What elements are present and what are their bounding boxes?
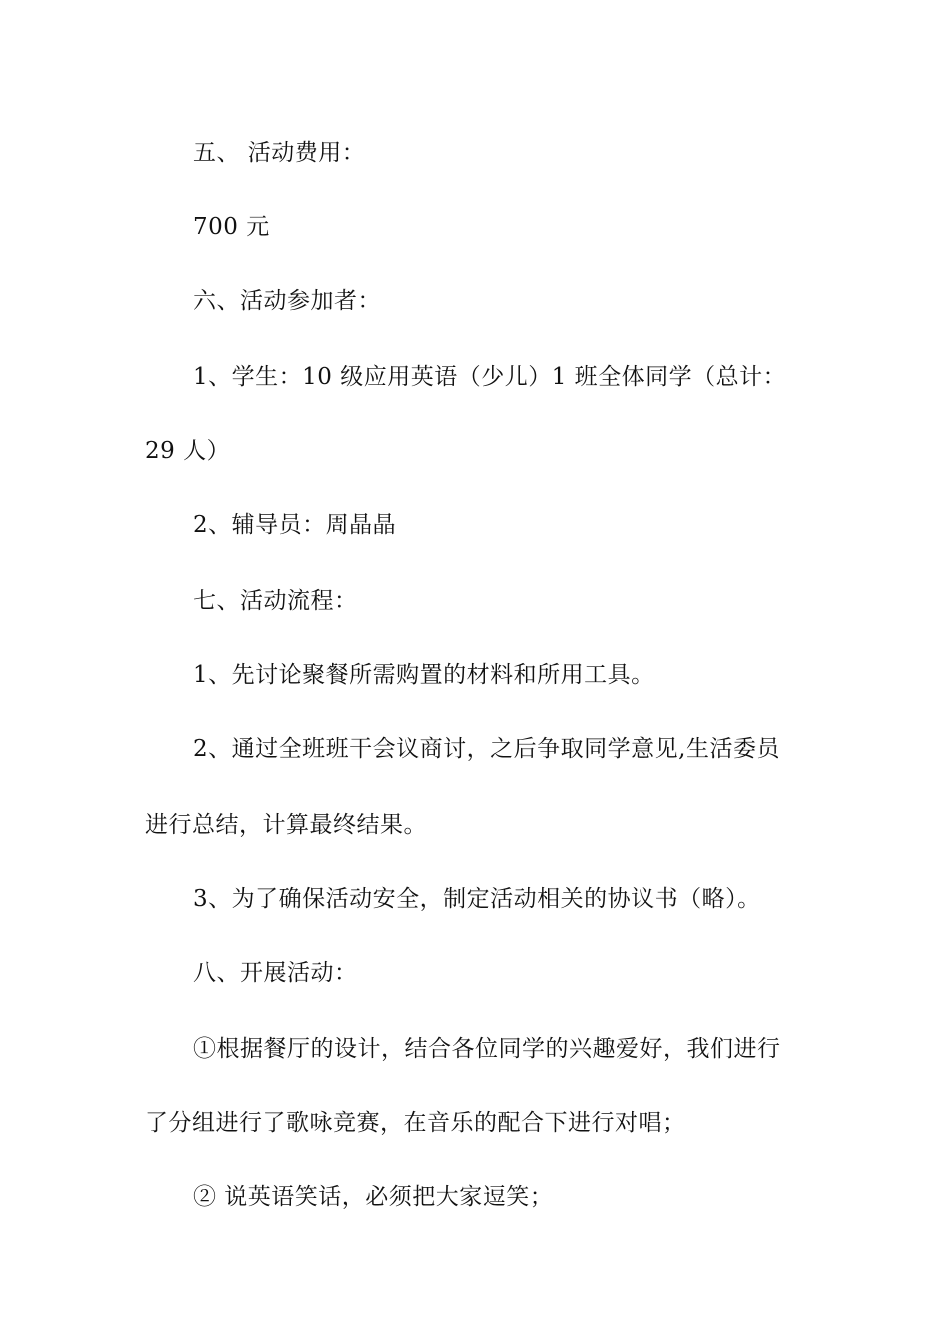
section-heading-process: 七、活动流程：: [193, 588, 358, 614]
process-step-2: 2、通过全班班干会议商讨，之后争取同学意见,生活委员: [193, 736, 780, 762]
section-heading-cost: 五、 活动费用：: [193, 140, 366, 166]
activity-1: ①根据餐厅的设计，结合各位同学的兴趣爱好，我们进行: [193, 1036, 781, 1062]
section-heading-activities: 八、开展活动：: [193, 960, 358, 986]
process-step-3: 3、为了确保活动安全，制定活动相关的协议书（略）。: [193, 886, 761, 912]
cost-amount: 700 元: [193, 214, 270, 240]
process-step-1: 1、先讨论聚餐所需购置的材料和所用工具。: [193, 662, 655, 688]
participants-students-cont: 29 人）: [145, 438, 231, 464]
participants-advisor: 2、辅导员：周晶晶: [193, 512, 397, 538]
participants-students: 1、学生：10 级应用英语（少儿）1 班全体同学（总计：: [193, 364, 787, 390]
activity-2: ② 说英语笑话，必须把大家逗笑；: [193, 1184, 554, 1210]
process-step-2-cont: 进行总结，计算最终结果。: [145, 812, 427, 838]
section-heading-participants: 六、活动参加者：: [193, 288, 381, 314]
activity-1-cont: 了分组进行了歌咏竞赛，在音乐的配合下进行对唱；: [145, 1110, 686, 1136]
